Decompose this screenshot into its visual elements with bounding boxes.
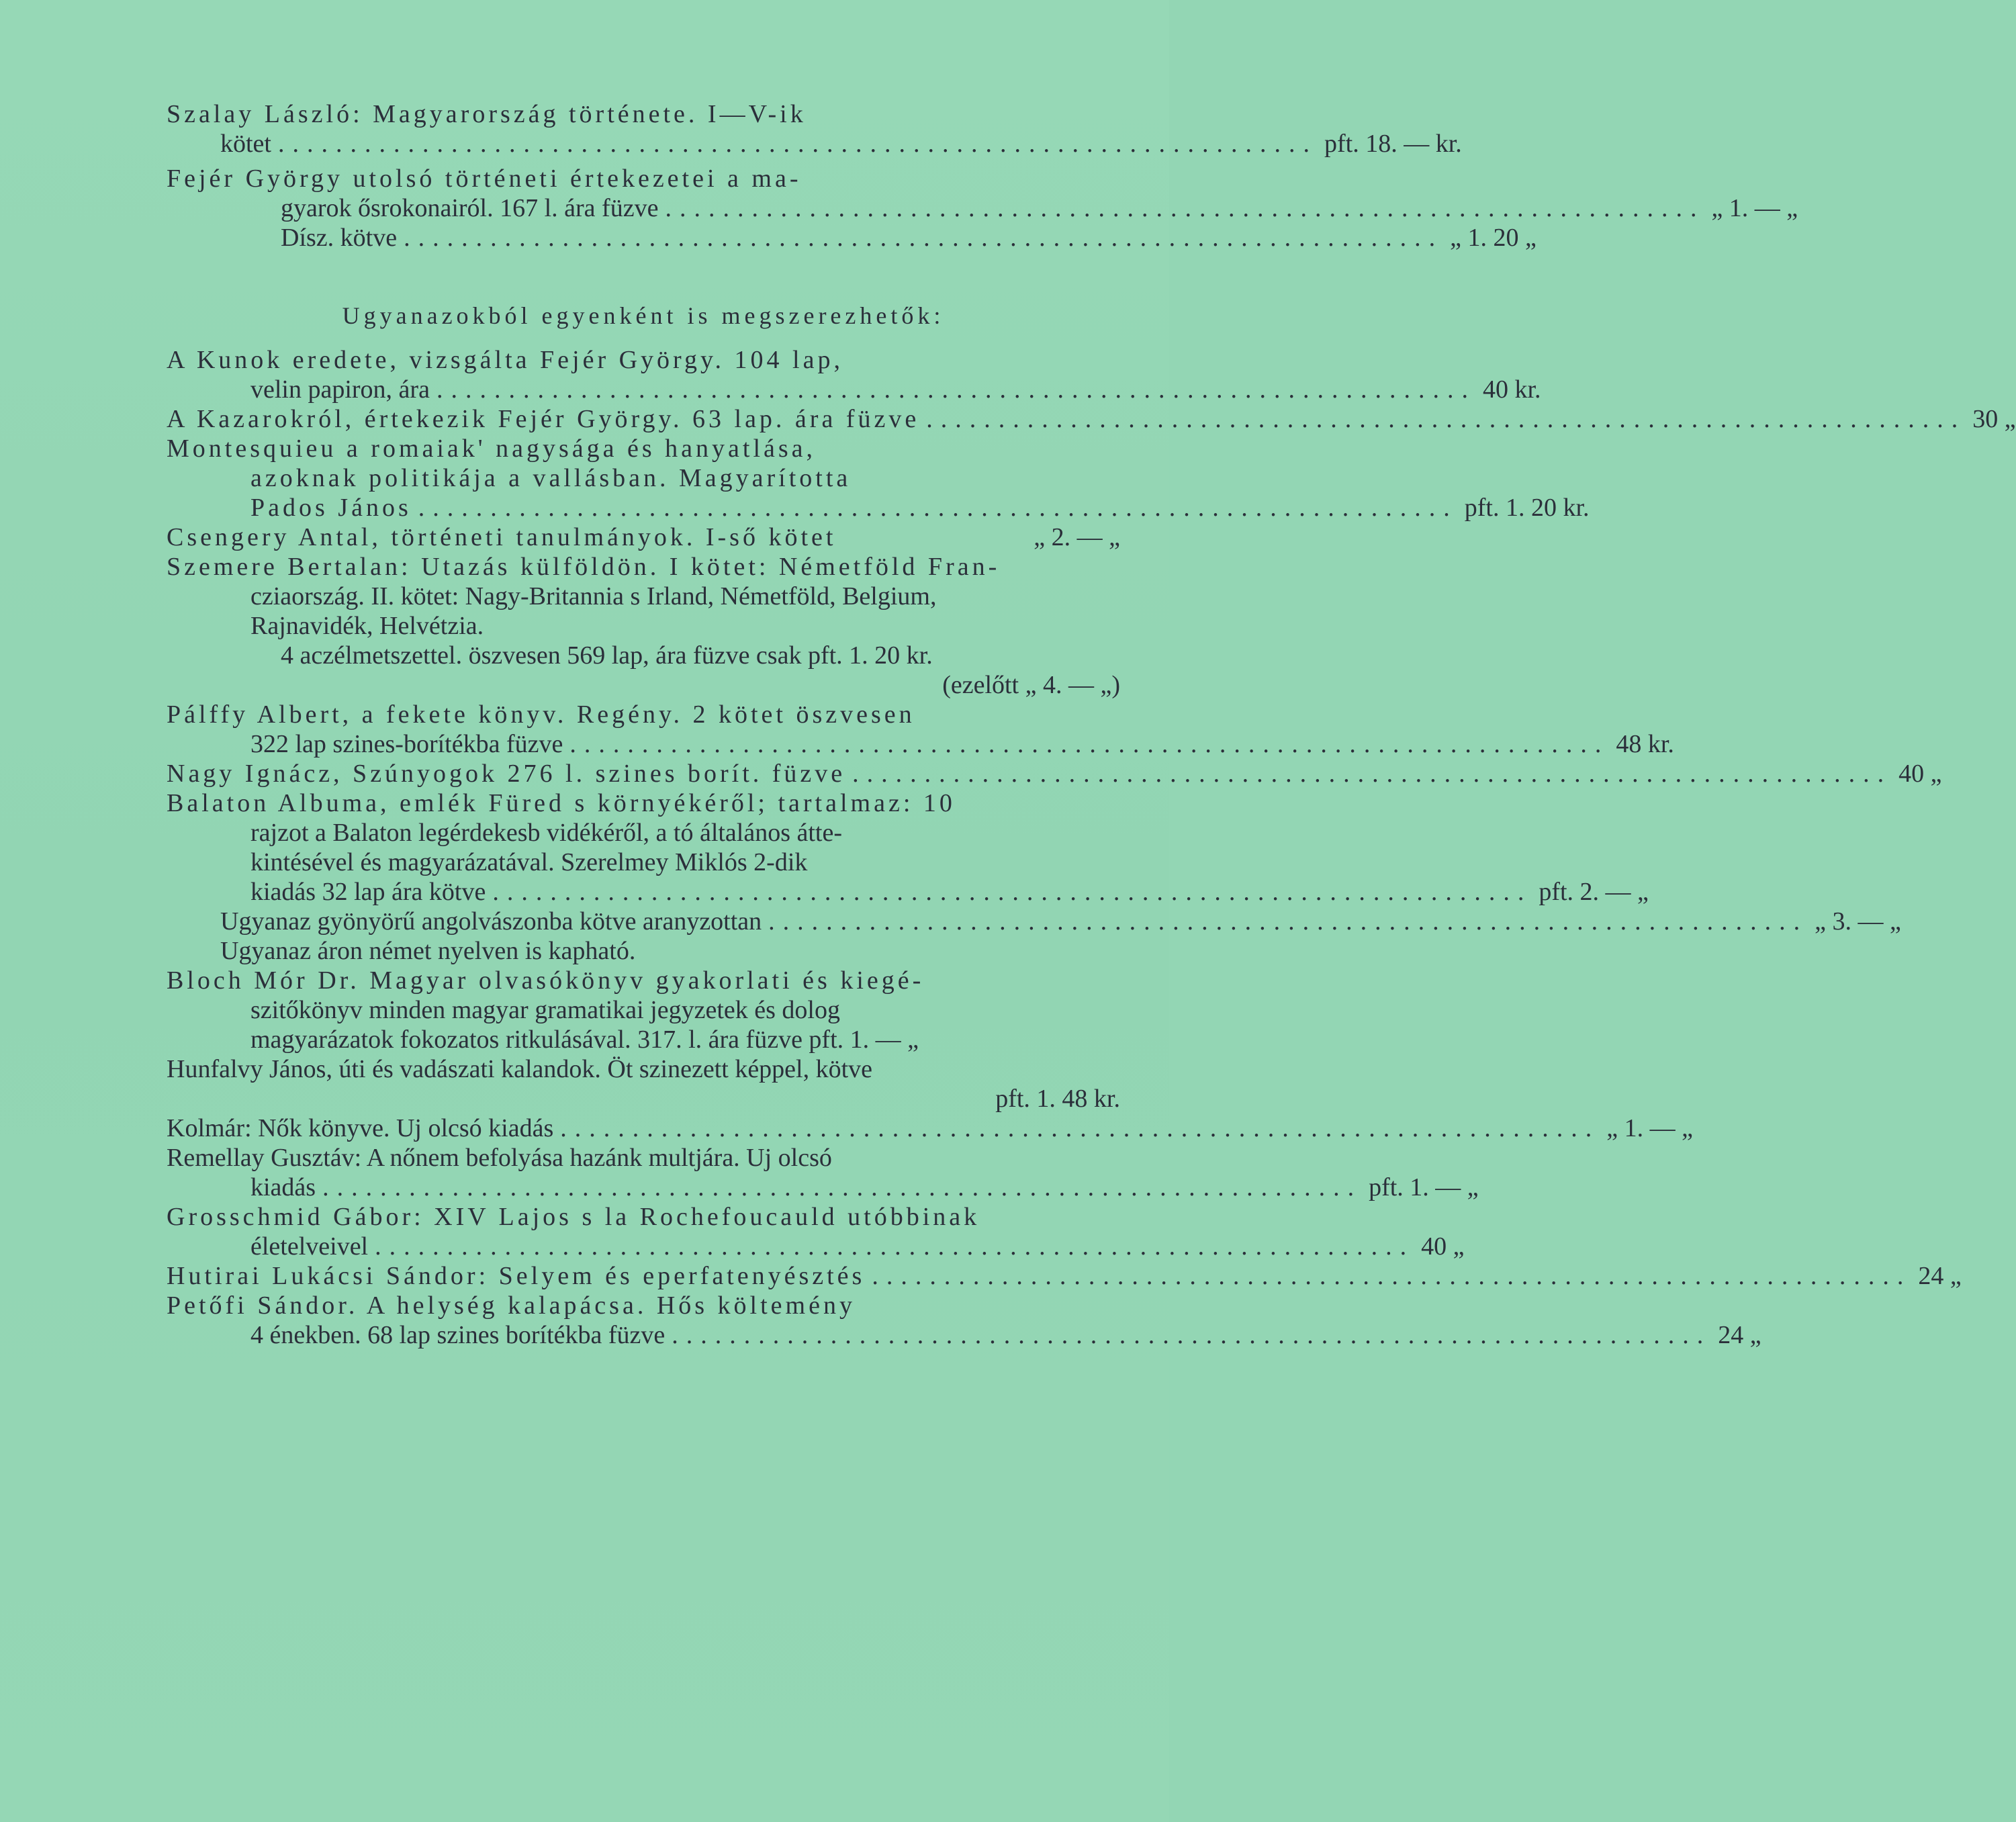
entry-line: Pálffy Albert, a fekete könyv. Regény. 2 kötet öszvesen [167,700,915,729]
entry-line: azoknak politikája a vallásban. Magyarította [250,464,852,492]
entry-line: Szalay László: Magyarország története. I—V-ik [167,100,807,128]
entry-line-with-price [167,729,1674,759]
entry-line: Kolmár: Nők könyve. Uj olcsó kiadás [167,1114,554,1142]
entry-line: A Kunok eredete, vizsgálta Fejér György. 104 lap, [167,346,843,374]
entry-price: pft. 1. 20 kr. [1464,494,1590,522]
entry-line: 322 lap szines-borítékba füzve [250,730,563,758]
entry-line: Ugyanaz áron német nyelven is kapható. [220,937,636,965]
entry-line: (ezelőtt „ 4. — „) [942,671,1120,699]
catalog-entry [167,1261,1962,1291]
entry-line: Nagy Ignácz, Szúnyogok 276 l. szines borít. füzve [167,760,846,788]
entry-line: Hunfalvy János, úti és vadászati kalandok. Öt szinezett képpel, kötve [167,1055,873,1083]
entry-line-with-price [167,493,1590,522]
entry-line: gyarok ősrokonairól. 167 l. ára füzve [281,194,659,222]
leader-dots: ........................................................................ [852,760,1892,788]
leader-dots: ........................................................................ [436,375,1476,404]
entry-line: velin papiron, ára [250,375,430,404]
catalog-entry [167,1113,1693,1143]
entry-line: életelveivel [250,1232,369,1261]
catalog-entry [167,404,2016,434]
entry-line: Dísz. kötve [281,224,398,252]
leader-dots: ........................................................................ [569,730,1610,758]
entry-price: „ 1. — „ [1606,1114,1693,1142]
entry-line: Csengery Antal, történeti tanulmányok. I-ső kötet [167,523,837,551]
leader-dots: ........................................................................ [375,1232,1415,1261]
entry-line-with-price [167,193,1798,223]
catalog-entry [167,1202,1465,1261]
entry-line-with-price [167,223,1537,253]
entry-price: 40 „ [1421,1232,1465,1261]
entry-price: 40 kr. [1482,375,1541,404]
catalog-entry [167,1054,1120,1113]
entry-line: magyarázatok fokozatos ritkulásával. 317. l. ára füzve pft. 1. — „ [250,1026,919,1054]
entry-line-with-price [167,1232,1465,1261]
entry-line: 4 aczélmetszettel. öszvesen 569 lap, ára füzve csak pft. 1. 20 kr. [281,641,933,670]
entry-line-with-price [167,759,1942,788]
catalog-entry [167,966,1120,1054]
entry-price: pft. 2. — „ [1539,878,1649,906]
catalog-entry [167,641,1120,700]
entry-line: Ugyanaz gyönyörű angolvászonba kötve aranyzottan [220,907,762,936]
entry-price: pft. 18. — kr. [1324,130,1462,158]
entry-price: pft. 1. — „ [1369,1173,1479,1201]
entry-line-with-price [167,1173,1479,1202]
catalog-entry [167,522,1120,552]
entry-price: „ 1. 20 „ [1450,224,1537,252]
catalog-entry [167,345,1541,404]
entry-line-with-price [167,1261,1962,1291]
entry-line-with-price [167,522,1120,552]
leader-dots: ........................................................................ [768,907,1808,936]
catalog-entry [167,434,1590,522]
catalog-list [167,99,2016,1350]
entry-line: rajzot a Balaton legérdekesb vidékéről, a tó általános átte- [250,819,843,847]
catalog-entry [167,759,1942,788]
entry-line: Balaton Albuma, emlék Füred s környékéről; tartalmaz: 10 [167,789,956,817]
entry-line: kiadás 32 lap ára kötve [250,878,486,906]
entry-line: Fejér György utolsó történeti értekezetei a ma- [167,165,802,193]
entry-line-with-price [167,129,1462,158]
entry-line: Rajnavidék, Helvétzia. [250,612,484,640]
entry-price: 24 „ [1718,1321,1761,1349]
entry-line: Bloch Mór Dr. Magyar olvasókönyv gyakorlati és kiegé- [167,966,925,995]
entry-line-with-price [167,1320,1761,1350]
entry-line: Pados János [250,494,412,522]
entry-price: „ 2. — „ [1034,523,1120,551]
leader-dots: ........................................................................ [418,494,1458,522]
entry-line: Montesquieu a romaiak' nagysága és hanyatlása, [167,435,817,463]
entry-line: pft. 1. 48 kr. [995,1085,1120,1113]
entry-price: 40 „ [1898,760,1942,788]
section-heading: Ugyanazokból egyenként is megszerezhetők: [342,302,945,329]
catalog-entry-szalay [167,99,1462,158]
leader-dots: ........................................................................ [672,1321,1712,1349]
catalog-entry [167,788,1649,907]
entry-price: „ 3. — „ [1815,907,1901,936]
entry-line: A Kazarokról, értekezik Fejér György. 63 lap. ára füzve [167,405,920,433]
entry-line: cziaország. II. kötet: Nagy-Britannia s Irland, Németföld, Belgium, [250,582,937,610]
leader-dots: ........................................................................ [926,405,1966,433]
entry-line-with-price [167,1113,1693,1143]
entry-price: „ 1. — „ [1711,194,1798,222]
entry-line: Grosschmid Gábor: XIV Lajos s la Rochefoucauld utóbbinak [167,1203,980,1231]
leader-dots: ........................................................................ [665,194,1705,222]
entry-line: kötet [220,130,271,158]
entry-line-with-price [167,375,1541,404]
entry-line-with-price [167,907,1901,936]
entry-line: Remellay Gusztáv: A nőnem befolyása hazánk multjára. Uj olcsó [167,1144,832,1172]
entry-line: Hutirai Lukácsi Sándor: Selyem és eperfatenyésztés [167,1262,866,1290]
catalog-entry [167,700,1674,759]
entry-line: kintésével és magyarázatával. Szerelmey Miklós 2-dik [250,848,808,876]
entry-price: 30 „ [1972,405,2016,433]
entry-line-with-price [167,877,1649,907]
leader-dots: ........................................................................ [872,1262,1912,1290]
catalog-entry-disz [167,223,1537,253]
entry-line: 4 énekben. 68 lap szines borítékba füzve [250,1321,666,1349]
catalog-entry [167,1291,1761,1350]
catalog-entry-fejer [167,164,1798,223]
catalog-entry [167,907,1901,936]
leader-dots: ........................................................................ [492,878,1532,906]
entry-line: szitőkönyv minden magyar gramatikai jegyzetek és dolog [250,996,840,1024]
entry-line-with-price [167,404,2016,434]
leader-dots: ........................................................................ [277,130,1318,158]
catalog-entry [167,552,1120,641]
leader-dots: ........................................................................ [560,1114,1600,1142]
entry-line: kiadás [250,1173,316,1201]
entry-price: 24 „ [1918,1262,1962,1290]
catalog-entry [167,936,1120,966]
entry-line: Szemere Bertalan: Utazás külföldön. I kötet: Németföld Fran- [167,553,1001,581]
catalog-entry [167,1143,1479,1202]
entry-price: 48 kr. [1616,730,1674,758]
leader-dots: ........................................................................ [404,224,1444,252]
entry-line: Petőfi Sándor. A helység kalapácsa. Hős költemény [167,1291,856,1320]
leader-dots: ........................................................................ [322,1173,1363,1201]
